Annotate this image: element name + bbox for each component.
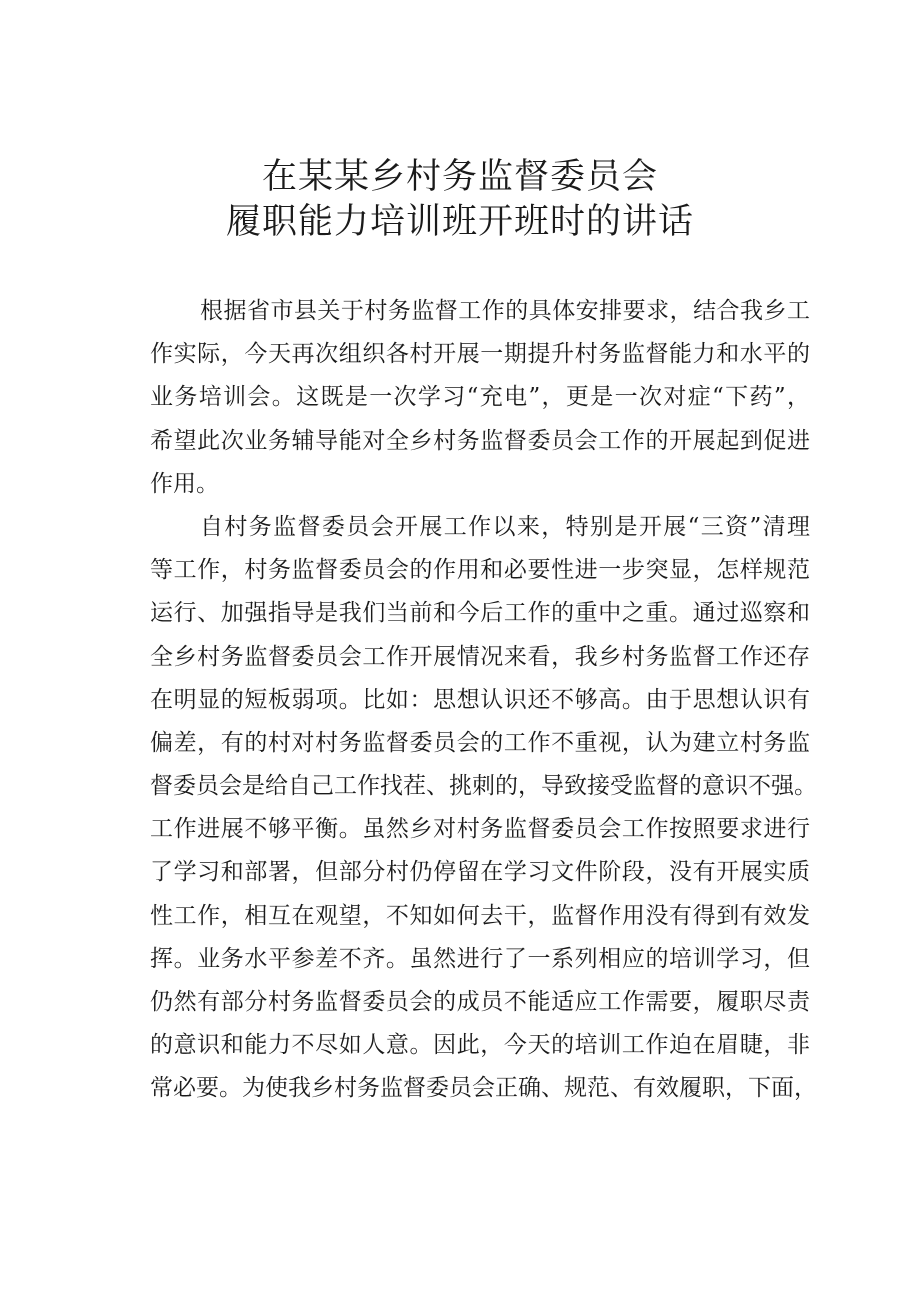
paragraph-line: 挥。业务水平参差不齐。虽然进行了一系列相应的培训学习，但 [150, 945, 810, 972]
paragraph-line: 自村务监督委员会开展工作以来，特别是开展“三资”清理 [200, 513, 810, 540]
paragraph-line: 工作进展不够平衡。虽然乡对村务监督委员会工作按照要求进行 [150, 816, 810, 843]
paragraph-line: 督委员会是给自己工作找茬、挑刺的，导致接受监督的意识不强。 [150, 773, 817, 800]
paragraph-line: 根据省市县关于村务监督工作的具体安排要求，结合我乡工 [200, 298, 810, 324]
paragraph-line: 了学习和部署，但部分村仍停留在学习文件阶段，没有开展实质 [150, 859, 810, 886]
paragraph-line: 希望此次业务辅导能对全乡村务监督委员会工作的开展起到促进 [150, 427, 810, 454]
paragraph-line: 性工作，相互在观望，不知如何去干，监督作用没有得到有效发 [150, 902, 810, 929]
paragraph-line: 等工作，村务监督委员会的作用和必要性进一步突显，怎样规范 [150, 557, 810, 584]
paragraph-line: 业务培训会。这既是一次学习“充电”，更是一次对症“下药”， [150, 384, 810, 411]
paragraph-line: 仍然有部分村务监督委员会的成员不能适应工作需要，履职尽责 [150, 989, 810, 1015]
paragraph-line: 的意识和能力不尽如人意。因此，今天的培训工作迫在眉睫，非 [150, 1032, 810, 1059]
title-line-2: 履职能力培训班开班时的讲话 [225, 202, 694, 242]
paragraph-line: 作实际，今天再次组织各村开展一期提升村务监督能力和水平的 [150, 341, 810, 368]
paragraph-line: 偏差，有的村对村务监督委员会的工作不重视，认为建立村务监 [150, 729, 810, 756]
title-line-1: 在某某乡村务监督委员会 [261, 157, 658, 197]
paragraph-line: 作用。 [150, 470, 219, 497]
paragraph-2 [150, 506, 817, 1111]
document-body [150, 290, 817, 1111]
document-title [0, 155, 920, 245]
paragraph-line: 全乡村务监督委员会工作开展情况来看，我乡村务监督工作还存 [150, 643, 810, 670]
paragraph-line: 常必要。为使我乡村务监督委员会正确、规范、有效履职，下面， [150, 1075, 817, 1102]
paragraph-line: 在明显的短板弱项。比如：思想认识还不够高。由于思想认识有 [150, 686, 810, 713]
paragraph-line: 运行、加强指导是我们当前和今后工作的重中之重。通过巡察和 [150, 600, 810, 627]
paragraph-1 [150, 290, 810, 506]
